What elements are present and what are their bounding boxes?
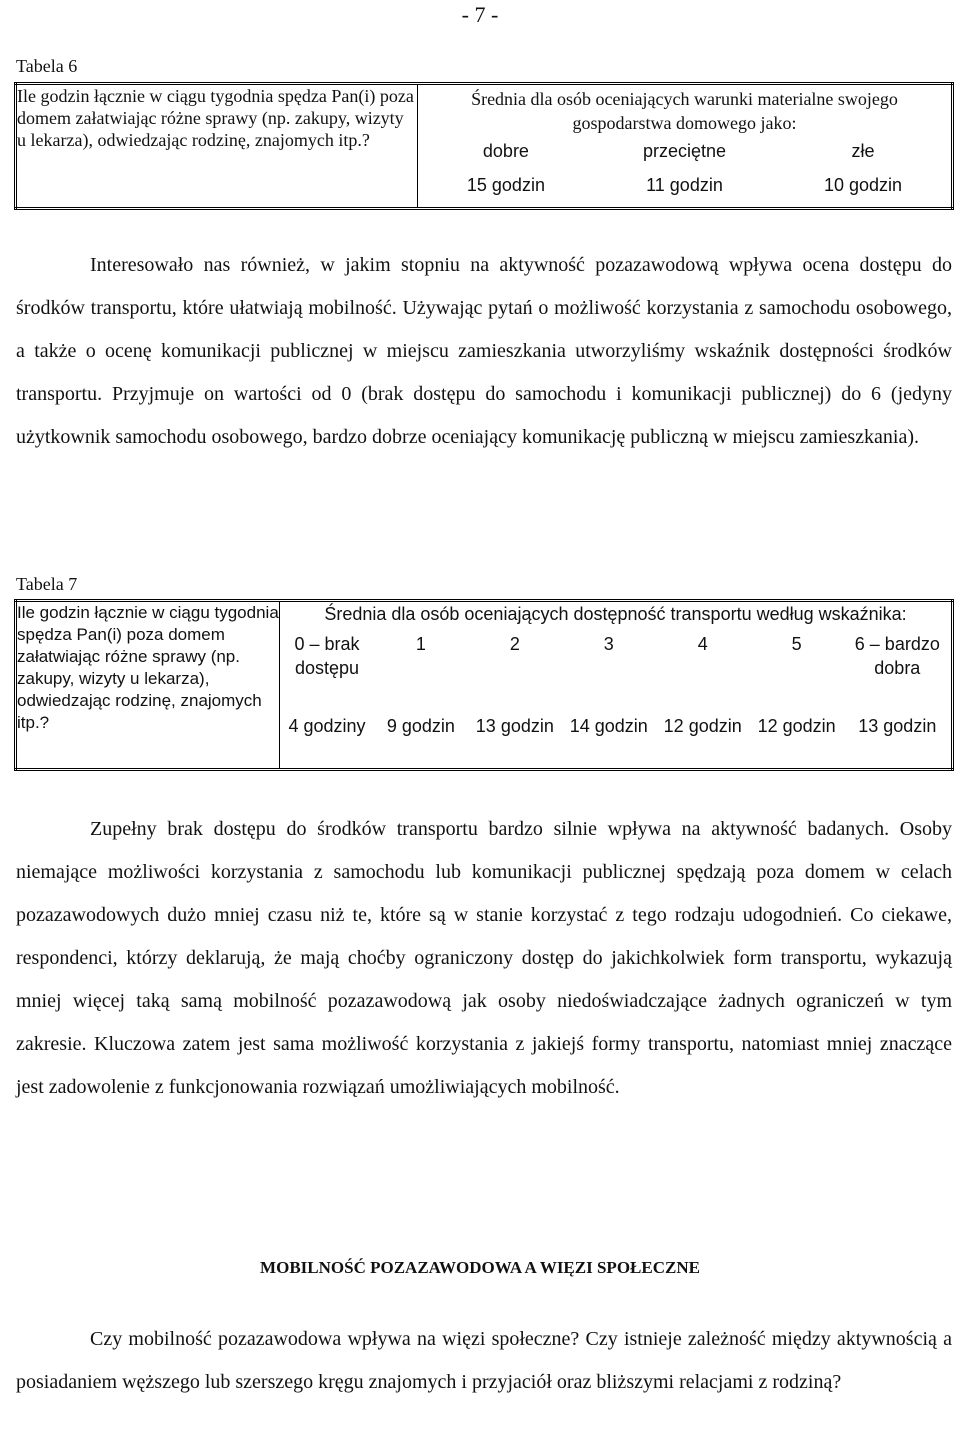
table7-val-4: 12 godzin	[663, 716, 742, 736]
paragraph-social-ties-text: Czy mobilność pozazawodowa wpływa na więzi społeczne? Czy istnieje zależność między aktywnością a posiadaniem węższego lub szerszego kręgu znajomych i przyjaciół oraz bliższymi relacjami z rodziną?	[16, 1328, 952, 1393]
table6-val-1: 11 godzin	[646, 175, 723, 195]
table6-cat-0: dobre	[482, 141, 529, 161]
table6-results	[418, 84, 953, 209]
table6-caption: Tabela 6	[16, 56, 78, 76]
page-number: - 7 -	[461, 2, 499, 27]
table7-cat-0: 0 – brak dostępu	[294, 634, 360, 678]
table7-val-6: 13 godzin	[858, 716, 937, 736]
table6-results-header: Średnia dla osób oceniających warunki materialne swojego gospodarstwa domowego jako:	[471, 89, 898, 133]
table7-val-5: 12 godzin	[757, 716, 836, 736]
table6-cat-1: przeciętne	[642, 141, 727, 161]
table7-results	[280, 601, 953, 770]
table7-val-3: 14 godzin	[569, 716, 648, 736]
paragraph-transport-findings	[16, 808, 952, 1109]
table7-question: Ile godzin łącznie w ciągu tygodnia spędza Pan(i) poza domem załatwiając różne sprawy (np. zakupy, wizyty u lekarza), odwiedzając rodzinę, znajomych itp.?	[16, 601, 280, 770]
table7-cat-1: 1	[415, 634, 426, 654]
paragraph-social-ties	[16, 1318, 952, 1404]
table6-val-0: 15 godzin	[466, 175, 545, 195]
table7-val-1: 9 godzin	[386, 716, 455, 736]
table7-cat-3: 3	[603, 634, 614, 654]
table6-val-2: 10 godzin	[824, 175, 903, 195]
table7-results-header: Średnia dla osób oceniających dostępność transportu według wskaźnika:	[324, 604, 907, 624]
paragraph-transport-findings-text: Zupełny brak dostępu do środków transportu bardzo silnie wpływa na aktywność badanych. Osoby niemające możliwości korzystania z samochodu lub komunikacji publicznej spędzają poza domem w celach pozazawodowych dużo mniej czasu niż te, które są w stanie korzystać z tego rodzaju udogodnień. Co ciekawe, respondenci, którzy deklarują, że mają choćby ograniczony dostęp do jakichkolwiek form transportu, wykazują mniej więcej taką samą mobilność pozazawodową jak osoby niedoświadczające żadnych ograniczeń w tym zakresie. Kluczowa zatem jest sama możliwość korzystania z jakiejś formy transportu, natomiast mniej znaczące jest zadowolenie z funkcjonowania rozwiązań umożliwiających mobilność.	[16, 818, 952, 1098]
paragraph-transport-intro-text: Interesowało nas również, w jakim stopniu na aktywność pozazawodową wpływa ocena dostępu do środków transportu, które ułatwiają mobilność. Używając pytań o możliwość korzystania z samochodu osobowego, a także o ocenę komunikacji publicznej w miejscu zamieszkania utworzyliśmy wskaźnik dostępności środków transportu. Przyjmuje on wartości od 0 (brak dostępu do samochodu i komunikacji publicznej) do 6 (jedyny użytkownik samochodu osobowego, bardzo dobrze oceniający komunikację publiczną w miejscu zamieszkania).	[16, 254, 952, 448]
table7	[14, 599, 954, 771]
table7-cat-4: 4	[697, 634, 708, 654]
table6-question: Ile godzin łącznie w ciągu tygodnia spędza Pan(i) poza domem załatwiając różne sprawy (np. zakupy, wizyty u lekarza), odwiedzając rodzinę, znajomych itp.?	[16, 84, 418, 209]
table6-inner	[418, 141, 951, 207]
section-heading: MOBILNOŚĆ POZAZAWODOWA A WIĘZI SPOŁECZNE	[260, 1258, 700, 1277]
table7-cat-2: 2	[509, 634, 520, 654]
paragraph-transport-intro	[16, 244, 952, 459]
table7-inner	[280, 632, 951, 738]
table7-cat-6: 6 – bardzo dobra	[854, 634, 940, 678]
table6	[14, 82, 954, 210]
table7-cat-5: 5	[791, 634, 802, 654]
table7-val-2: 13 godzin	[475, 716, 554, 736]
table6-cat-2: złe	[851, 141, 875, 161]
table7-val-0: 4 godziny	[288, 716, 366, 736]
table7-caption: Tabela 7	[16, 574, 78, 594]
